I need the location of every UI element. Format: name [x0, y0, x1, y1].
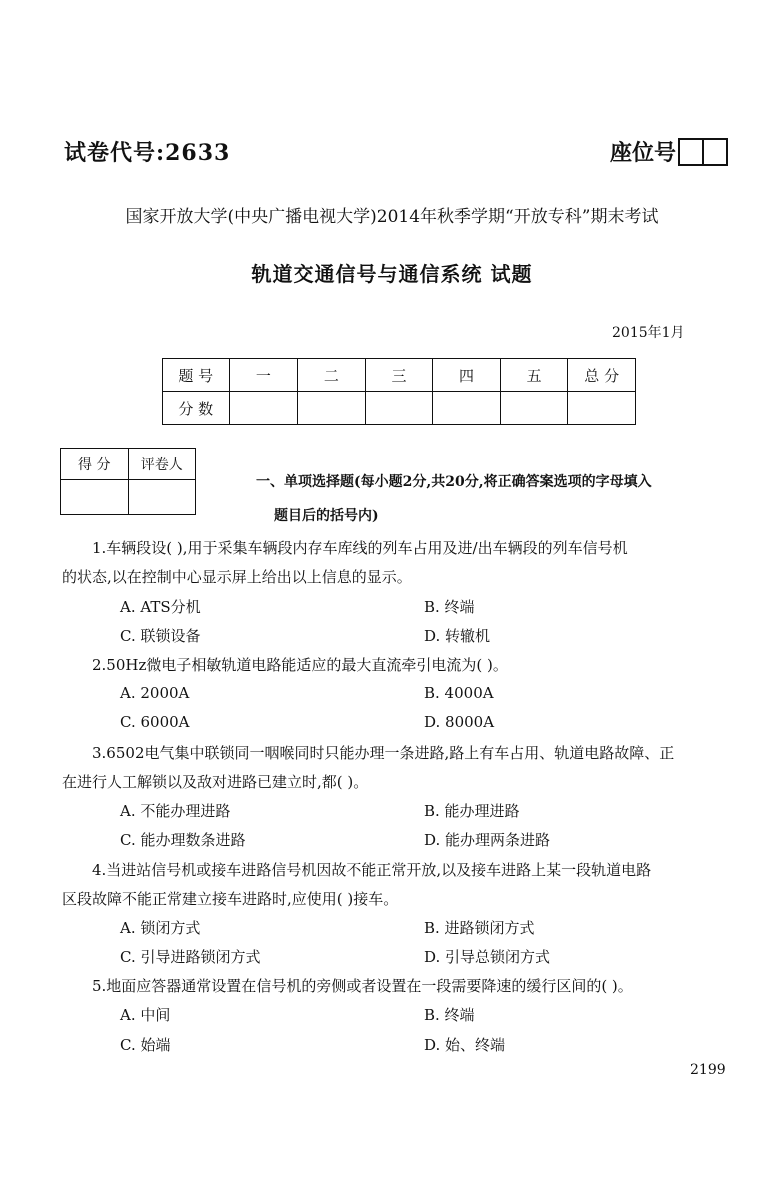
- grader-score-label: 得 分: [61, 449, 129, 480]
- question-line: 5.地面应答器通常设置在信号机的旁侧或者设置在一段需要降速的缓行区间的( )。: [92, 977, 633, 995]
- option: A. 中间: [120, 1006, 171, 1024]
- option: C. 能办理数条进路: [120, 831, 246, 849]
- question-line: 在进行人工解锁以及敌对进路已建立时,都( )。: [62, 773, 369, 791]
- option: C. 6000A: [120, 713, 190, 731]
- option: D. 引导总锁闭方式: [424, 948, 551, 966]
- seat-box: [678, 138, 704, 166]
- option: B. 能办理进路: [424, 802, 520, 820]
- score-cell[interactable]: [500, 392, 568, 425]
- score-cell: 四: [433, 359, 501, 392]
- score-cell[interactable]: [433, 392, 501, 425]
- option: A. 锁闭方式: [120, 919, 201, 937]
- question-line: 4.当进站信号机或接车进路信号机因故不能正常开放,以及接车进路上某一段轨道电路: [92, 861, 652, 879]
- option: D. 转辙机: [424, 627, 491, 645]
- option: B. 4000A: [424, 684, 494, 702]
- paper-code: 试卷代号:2633: [64, 140, 231, 166]
- option: C. 引导进路锁闭方式: [120, 948, 261, 966]
- seat-number: [610, 136, 728, 167]
- option: B. 进路锁闭方式: [424, 919, 535, 937]
- page-number: 2199: [690, 1062, 726, 1078]
- score-cell[interactable]: [365, 392, 433, 425]
- option: D. 始、终端: [424, 1036, 506, 1054]
- option: A. ATS分机: [120, 598, 201, 616]
- score-cell: 二: [298, 359, 366, 392]
- score-cell: 一: [229, 359, 298, 392]
- option: B. 终端: [424, 1006, 475, 1024]
- score-cell: 分 数: [163, 392, 230, 425]
- option: D. 能办理两条进路: [424, 831, 551, 849]
- grader-score-cell[interactable]: [61, 480, 129, 515]
- question-line: 2.50Hz微电子相敏轨道电路能适应的最大直流牵引电流为( )。: [92, 656, 508, 674]
- option: C. 联锁设备: [120, 627, 201, 645]
- score-cell: 三: [365, 359, 433, 392]
- section-title: [256, 465, 652, 533]
- score-cell[interactable]: [298, 392, 366, 425]
- section-title-line: 一、单项选择题(每小题2分,共20分,将正确答案选项的字母填入: [256, 474, 652, 490]
- score-cell[interactable]: [229, 392, 298, 425]
- grader-name-cell[interactable]: [128, 480, 196, 515]
- question-line: 3.6502电气集中联锁同一咽喉同时只能办理一条进路,路上有车占用、轨道电路故障、正: [92, 744, 675, 762]
- exam-title: 轨道交通信号与通信系统 试题: [251, 262, 533, 286]
- question-line: 的状态,以在控制中心显示屏上给出以上信息的显示。: [62, 568, 412, 586]
- seat-box: [704, 138, 728, 166]
- option: C. 始端: [120, 1036, 171, 1054]
- grader-box: [60, 448, 196, 515]
- question: [62, 739, 742, 797]
- university-line: 国家开放大学(中央广播电视大学)2014年秋季学期“开放专科”期末考试: [125, 207, 659, 227]
- score-header-row: [163, 359, 636, 392]
- section-title-line: 题目后的括号内): [274, 508, 379, 524]
- exam-date: 2015年1月: [612, 325, 685, 341]
- question: [62, 856, 742, 914]
- question-line: 区段故障不能正常建立接车进路时,应使用( )接车。: [62, 890, 399, 908]
- score-cell[interactable]: [568, 392, 636, 425]
- score-cell: 题 号: [163, 359, 230, 392]
- seat-boxes: [678, 138, 728, 166]
- seat-label: 座位号: [610, 140, 677, 166]
- option: A. 2000A: [120, 684, 190, 702]
- question-line: 1.车辆段设( ),用于采集车辆段内存车库线的列车占用及进/出车辆段的列车信号机: [92, 539, 628, 557]
- score-value-row: [163, 392, 636, 425]
- score-table: [162, 358, 636, 425]
- option: A. 不能办理进路: [120, 802, 231, 820]
- question: [62, 534, 742, 592]
- option: B. 终端: [424, 598, 475, 616]
- option: D. 8000A: [424, 713, 495, 731]
- grader-name-label: 评卷人: [128, 449, 196, 480]
- score-cell: 五: [500, 359, 568, 392]
- score-cell: 总 分: [568, 359, 636, 392]
